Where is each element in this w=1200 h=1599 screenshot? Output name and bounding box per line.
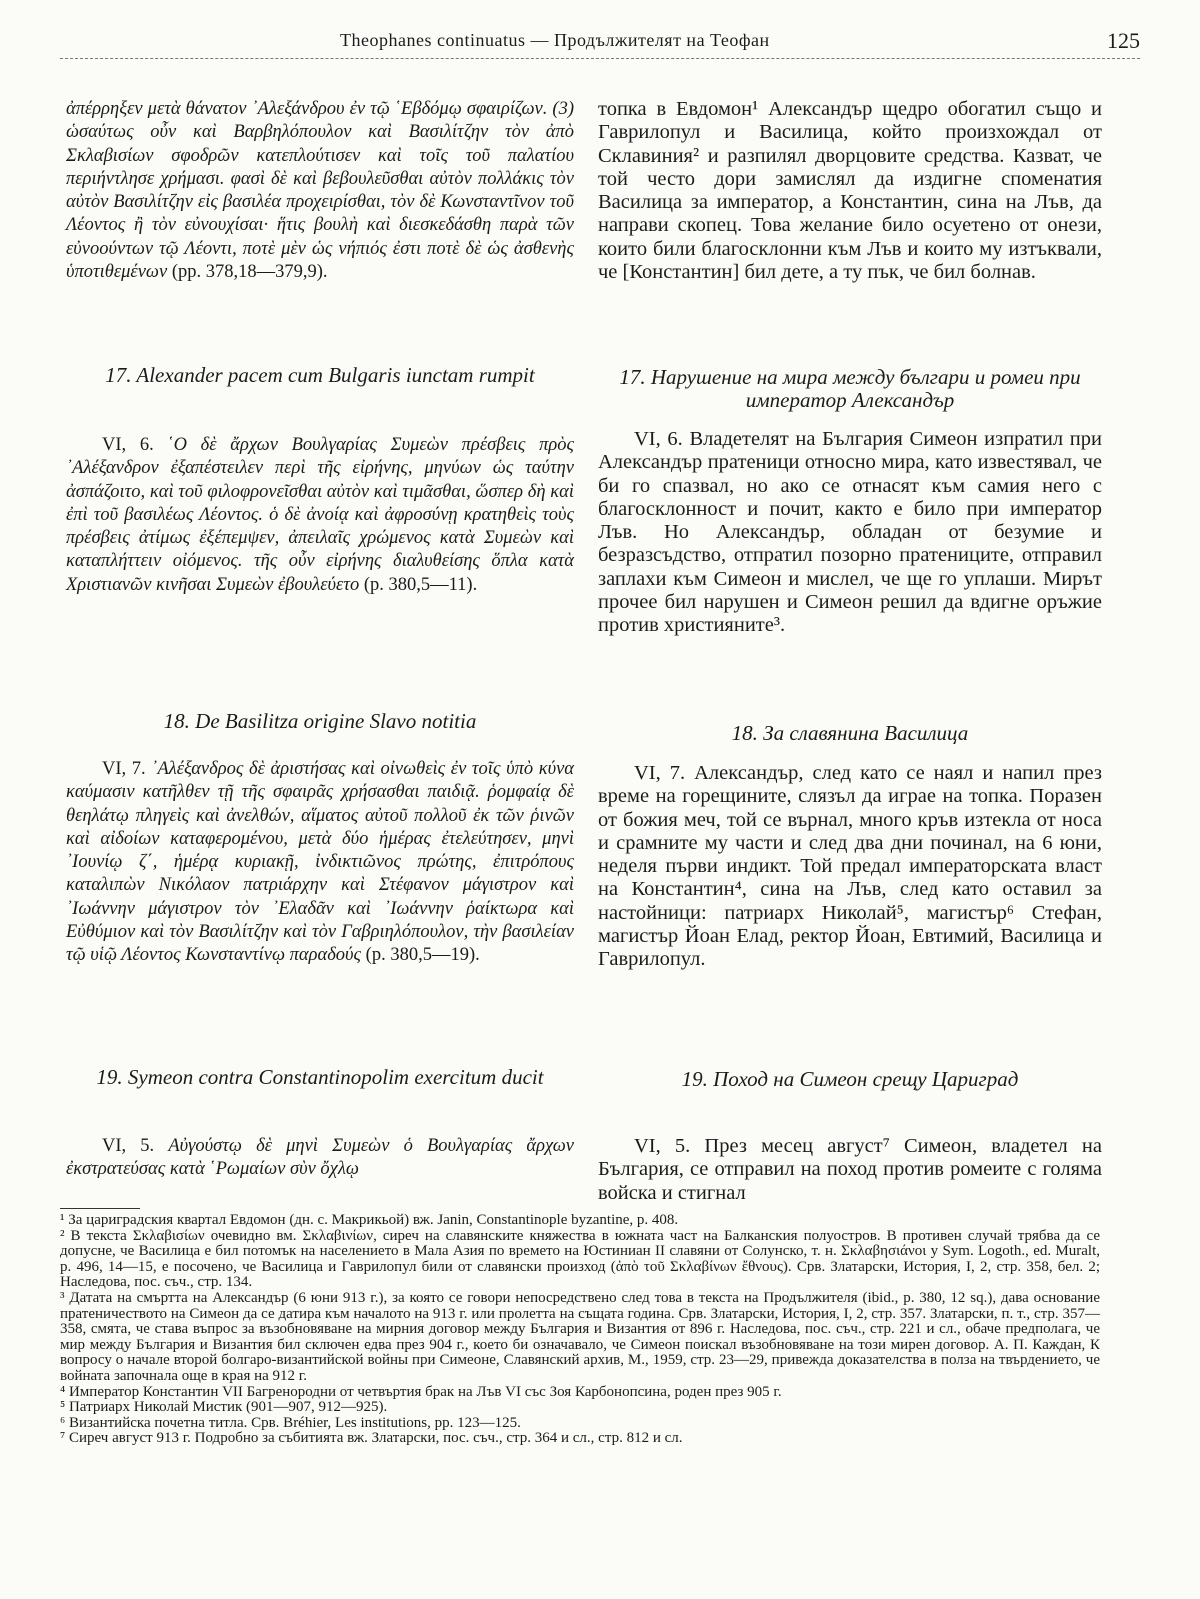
footnote-3: ³ Датата на смъртта на Александър (6 юни 913 г.), за която се говори непосредствено след това в текста на Продължителя (ibid., p. 380, 12 sq.), дава основание пратеничеството на Симеон да се датира към началото на 913 г. или пролетта на същата година. Срв. Златарски, История, I, 2, стр. 357. Златарски, п. т., стр. 357—358, смята, че става въпрос за възобновяване на мирния договор между България и Византия от 896 г. Наследова, пос. съч., стр. 221 и сл., обаче предполага, че мир между България и Византия бил сключен едва през 904 г., което би означавало, че Симеон поискал възобновяване на този мирен договор. А. П. Каждан, К вопросу о начале второй болгаро-византийской войны при Симеоне, Славянский архив, М., 1959, стр. 23—29, привежда доказателства в полза на твърдението, че войната започнала още в края на 912 г.	[60, 1289, 1100, 1384]
header-rule	[60, 58, 1140, 59]
greek-text: ἀπέρρηξεν μετὰ θάνατον ᾿Αλεξάνδρου ἐν τῷ ῾Εβδόμῳ σφαιρίζων. (3) ὡσαύτως οὖν καὶ Βαρβηλόπουλον καὶ Βασιλίτζην τὸν ἀπὸ Σκλαβισίων σφοδρῶν κατεπλούτισεν καὶ τοῖς τοῦ παλατίου περιήντλησε χρήμασι. φασὶ δὲ καὶ βεβουλεῦσθαι αὐτὸν πολλάκις τὸν αὐτὸν Βασιλίτζην εἰς βασιλέα προχειρίσθαι, τὸν δὲ Κωνσταντῖνον τοῦ Λέοντος ἢ τὸν εὐνουχίσαι· ἥτις βουλὴ καὶ διεσκεδάσθη παρὰ τῶν εὐνοούντων τῷ Λέοντι, ποτὲ μὲν ὡς νήπιός ἐστι ποτὲ δὲ ὡς ἀσθενὴς ὑποτιθεμένων	[66, 99, 574, 283]
greek-text: ᾿Αλέξανδρος δὲ ἀριστήσας καὶ οἰνωθεὶς ἐν τοῖς ὑπὸ κύνα καύμασιν κατῆλθεν τῇ τῆς σφαιρᾶς χρήσασθαι παιδιᾷ. ῥομφαίᾳ δὲ θεηλάτῳ πληγεὶς καὶ ἀνελθών, αἵματος αὐτοῦ πολλοῦ ἐκ τῶν ῥινῶν καὶ αἰδοίων καταφερομένου, μετὰ δύο ἡμέρας ἐτελεύτησεν, μηνὶ ᾿Ιουνίῳ ζ΄, ἡμέρᾳ κυριακῇ, ἰνδικτιῶνος πρώτης, ἐπιτρόπους καταλιπὼν Νικόλαον πατριάρχην καὶ Στέφανον μάγιστρον καὶ ᾿Ιωάννην μάγιστρον τὸν ᾿Ελαδᾶν καὶ ᾿Ιωάννην ῥαίκτωρα καὶ Εὐθύμιον καὶ τὸν Βασιλίτζην καὶ τὸν Γαβριηλόπουλον, τὴν βασιλείαν τῷ υἱῷ Λέοντος Κωνσταντίνῳ παραδούς	[66, 759, 575, 966]
section-heading-19-bulgarian: 19. Поход на Симеон срещу Цариград	[681, 1067, 1019, 1091]
footnote-4: ⁴ Император Константин VII Багренородни от четвъртия брак на Лъв VI със Зоя Карбонопсина, роден през 905 г.	[60, 1383, 782, 1400]
greek-text: Αὐγούστῳ δὲ μηνὶ Συμεὼν ὁ Βουλγαρίας ἄρχων ἐκστρατεύσας κατὰ ῾Ρωμαίων σὺν ὄχλῳ	[66, 1136, 575, 1180]
footnote-rule	[60, 1208, 140, 1209]
footnote-1: ¹ За цариградския квартал Евдомон (дн. с. Макрикьой) вж. Janin, Constantinople byzantine, p. 408.	[60, 1212, 679, 1228]
section-heading-17-bulgarian: 17. Нарушение на мира между българи и ромеи при император Александър	[619, 365, 1081, 412]
chapter-ref: VI, 6.	[102, 435, 154, 455]
translation-passage-16	[598, 98, 1102, 284]
page-number: 125	[1107, 28, 1140, 53]
translation-passage-18	[598, 762, 1102, 972]
citation: (pp. 378,18—379,9).	[171, 262, 328, 283]
running-title: Theophanes continuatus — Продължителят на Теофан	[340, 30, 770, 50]
greek-text: ῾Ο δὲ ἄρχων Βουλγαρίας Συμεὼν πρέσβεις πρὸς ᾿Αλέξανδρον ἐξαπέστειλεν περὶ τῆς εἰρήνης, μηνύων ὡς ταύτην ἀσπάζοιτο, καὶ τοῦ φιλοφρονεῖσθαι αὐτὸν καὶ τιμᾶσθαι, ὥσπερ δὴ καὶ ἐπὶ τοῦ βασιλέως Λέοντος. ὁ δὲ ἀνοίᾳ καὶ ἀφροσύνῃ κρατηθεὶς τοὺς πρέσβεις ἀτίμως ἐξέπεμψεν, ἀπειλαῖς χρώμενος κατὰ Συμεὼν καὶ καταπλήττειν οἰόμενος. τῆς οὖν εἰρήνης διαλυθείσης ὅπλα κατὰ Χριστιανῶν κινῆσαι Συμεὼν ἐβουλεύετο	[66, 435, 574, 595]
greek-passage-19	[66, 1135, 574, 1195]
greek-passage-16	[66, 98, 574, 348]
section-heading-19-latin: 19. Symeon contra Constantinopolim exercitum ducit	[96, 1065, 544, 1089]
translation-passage-17	[598, 428, 1102, 638]
footnotes	[60, 1213, 1100, 1447]
section-heading-17-latin: 17. Alexander pacem cum Bulgaris iunctam rumpit	[105, 363, 535, 387]
footnote-6: ⁶ Византийска почетна титла. Срв. Bréhier, Les institutions, pp. 123—125.	[60, 1414, 521, 1431]
chapter-ref: VI, 7.	[102, 759, 146, 779]
translation-text: VI, 7. Александър, след като се наял и напил през време на горещините, слязъл да играе на топка. Поразен от божия меч, той се върнал, много кръв изтекла от носа и срамните му части и след два дни починал, на 6 юни, неделя първи индикт. Той предал императорската власт на Константин⁴, сина на Лъв, след като оставил за настойници: патриарх Николай⁵, магистър⁶ Стефан, магистър Йоан Елад, ректор Йоан, Евтимий, Василица и Гаврилопул.	[598, 762, 1102, 971]
citation: (p. 380,5—19).	[365, 945, 480, 966]
translation-text: VI, 6. Владетелят на България Симеон изпратил при Александър пратеници относно мира, като известявал, че би го спазвал, но ако се отнасят към самия него с благосклонност и почит, както е било при император Лъв. Но Александър, обладан от безумие и безразсъдство, отпратил позорно пратениците, отправил заплахи към Симеон и мислел, че ще го уплаши. Мирът прочее бил нарушен и Симеон решил да вдигне оръжие против християните³.	[598, 428, 1102, 637]
footnote-5: ⁵ Патриарх Николай Мистик (901—907, 912—925).	[60, 1399, 388, 1416]
footnote-7: ⁷ Сиреч август 913 г. Подробно за събитията вж. Златарски, пос. съч., стр. 364 и сл., стр. 812 и сл.	[60, 1430, 683, 1447]
page-header	[60, 30, 1140, 60]
footnote-2: ² В текста Σκλαβισίων очевидно вм. Σκλαβινίων, сиреч на славянските княжества в южната част на Балканския полуостров. В противен случай трябва да се допусне, че Василица е бил потомък на населението в Мала Азия по времето на Юстиниан II славяни от Солунско, т. н. Σκλαβησιάνοι у Sym. Logoth., ed. Muralt, p. 496, 14—15, е посочено, че Василица и Гаврилопул били от славянски произход (ἀπὸ τοῦ Σκλαβίνων ἔθνους). Срв. Златарски, История, I, 2, стр. 358, бел. 2; Наследова, пос. съч., стр. 134.	[60, 1227, 1100, 1291]
greek-passage-18	[66, 758, 574, 1058]
chapter-ref: VI, 5.	[102, 1136, 155, 1156]
greek-passage-17	[66, 434, 574, 666]
section-heading-18-latin: 18. De Basilitza origine Slavo notitia	[163, 709, 477, 733]
section-heading-18-bulgarian: 18. За славянина Василица	[731, 721, 969, 745]
translation-passage-19	[598, 1135, 1102, 1205]
translation-text: топка в Евдомон¹ Александър щедро обогатил също и Гаврилопул и Василица, който произхождал от Склавиния² и разпилял дворцовите средства. Казват, че той често дори замислял да издигне споменатия Василица за император, а Константин, сина на Лъв, да направи скопец. Това желание било осуетено от онези, които били благосклонни към Лъв и които му изтъквали, че [Константин] бил дете, а ту пък, че бил болнав.	[598, 98, 1102, 284]
citation: (p. 380,5—11).	[363, 574, 478, 595]
translation-text: VI, 5. През месец август⁷ Симеон, владетел на България, се отправил на поход против ромеите с голяма войска и стигнал	[598, 1135, 1102, 1204]
